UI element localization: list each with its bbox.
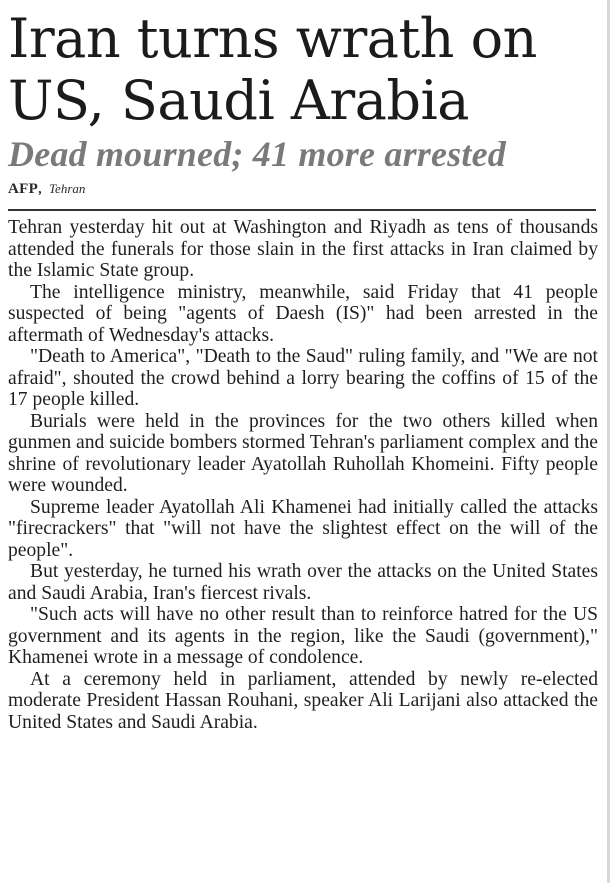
paragraph: But yesterday, he turned his wrath over the attacks on the United States and Saudi Arabia, Iran's fiercest rivals. — [8, 561, 598, 604]
byline — [8, 180, 600, 199]
headline — [8, 8, 600, 132]
paragraph: Supreme leader Ayatollah Ali Khamenei had initially called the attacks "firecrackers" that "will not have the slightest effect on the will of the people". — [8, 496, 598, 561]
byline-separator: , — [38, 182, 42, 197]
byline-agency: AFP — [8, 181, 39, 197]
headline-line-2: US, Saudi Arabia — [8, 69, 469, 132]
byline-dateline: Tehran — [49, 181, 86, 196]
paragraph: The intelligence ministry, meanwhile, said Friday that 41 people suspected of being "agents of Daesh (IS)" had been arrested in the aftermath of Wednesday's attacks. — [8, 281, 598, 346]
divider-rule — [8, 209, 596, 211]
paragraph: At a ceremony held in parliament, attended by newly re-elected moderate President Hassan Rouhani, speaker Ali Larijani also attacked the United States and Saudi Arabia. — [8, 668, 598, 733]
subheadline: Dead mourned; 41 more arrested — [8, 134, 506, 174]
paragraph: "Death to America", "Death to the Saud" ruling family, and "We are not afraid", shouted the crowd behind a lorry bearing the coffins of 15 of the 17 people killed. — [8, 346, 598, 410]
paragraph: Tehran yesterday hit out at Washington and Riyadh as tens of thousands attended the funerals for those slain in the first attacks in Iran claimed by the Islamic State group. — [8, 217, 598, 281]
article-body — [8, 217, 598, 733]
paragraph: Burials were held in the provinces for the two others killed when gunmen and suicide bombers stormed Tehran's parliament complex and the shrine of revolutionary leader Ayatollah Ruhollah Khomeini. Fifty people were wounded. — [8, 410, 598, 496]
paragraph: "Such acts will have no other result than to reinforce hatred for the US government and its agents in the region, like the Saudi (government)," Khamenei wrote in a message of condolence. — [8, 604, 598, 668]
headline-line-1: Iran turns wrath on — [8, 7, 537, 70]
